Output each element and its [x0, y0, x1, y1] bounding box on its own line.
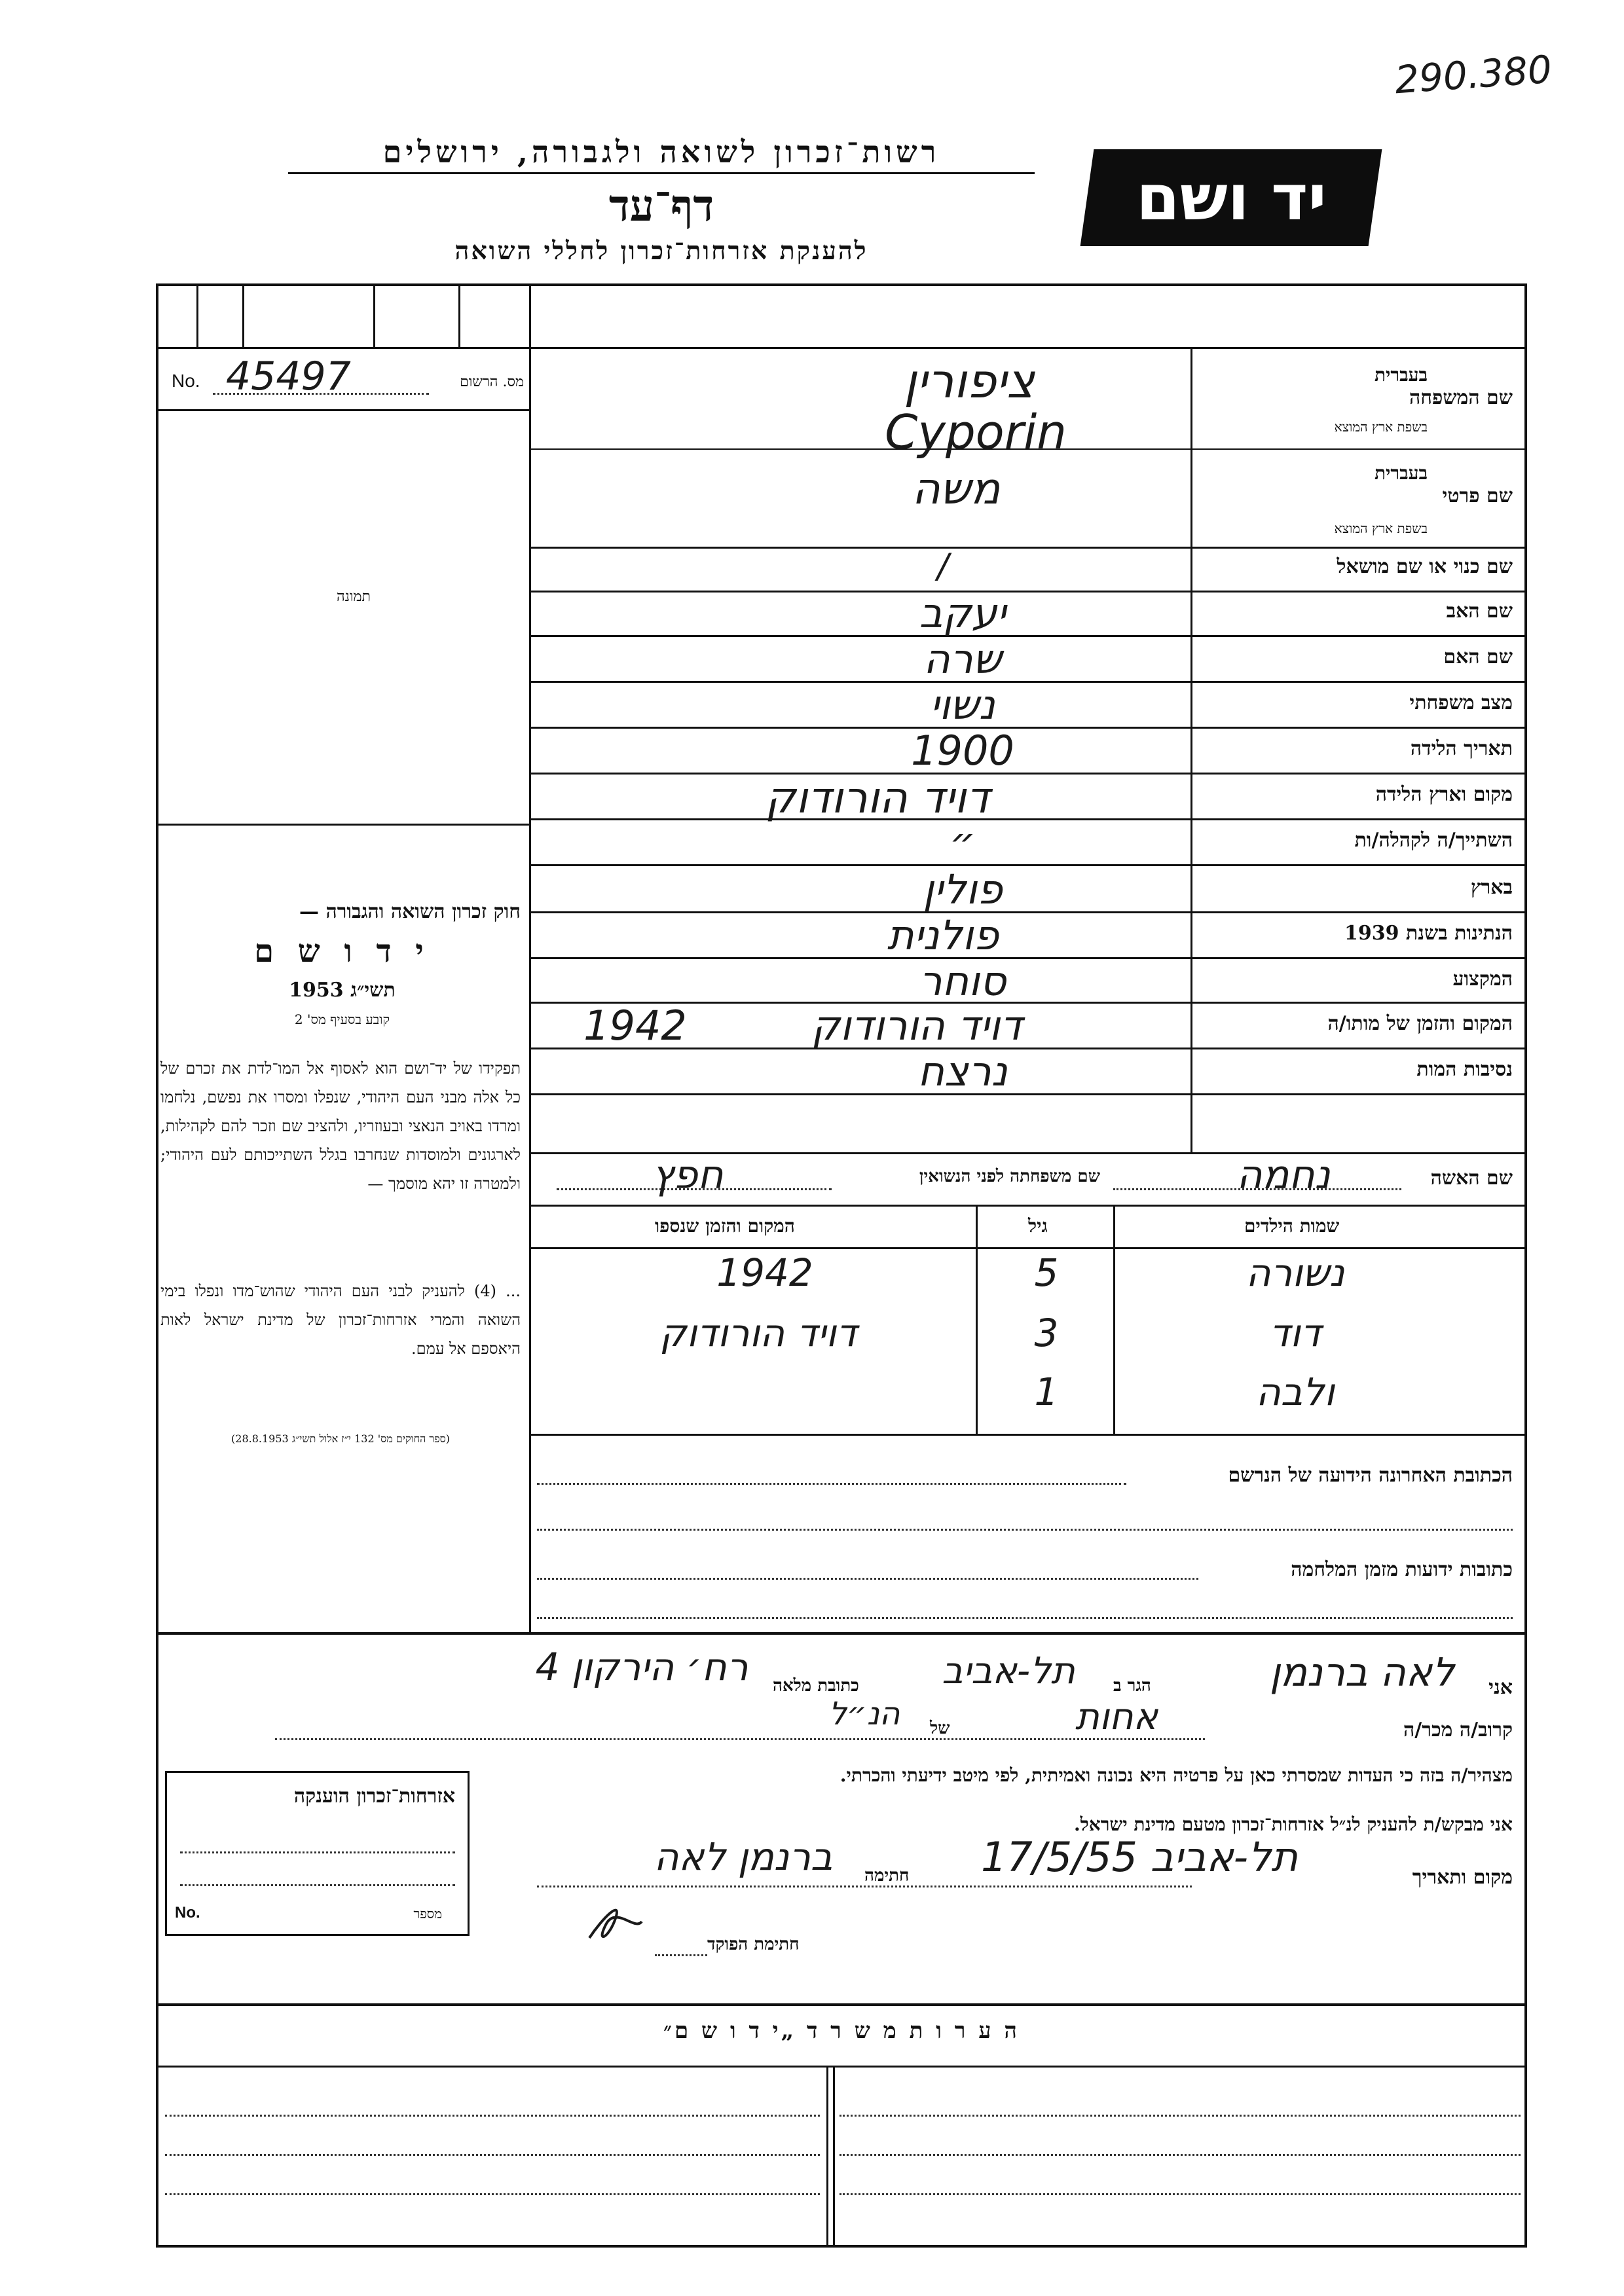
nickname-label: שם כנוי או שם מושאל — [1337, 555, 1513, 578]
death-cause-value: נרצח — [917, 1048, 1008, 1095]
declarant-name: לאה ברנמן — [1269, 1650, 1455, 1696]
child-place-time: 1942 — [716, 1250, 813, 1295]
mother-value: שרה — [923, 635, 1002, 683]
father-value: יעקב — [919, 589, 1006, 637]
yad-vashem-logo — [1080, 149, 1382, 246]
law-year: תשי״ג 1953 — [289, 979, 396, 1002]
photo-label: תמונה — [337, 589, 371, 605]
community-label: השתייך/ה לקהלה/ות — [1354, 829, 1513, 852]
registry-label: מס. הרשום — [460, 374, 524, 390]
marital-label: מצב משפחתי — [1409, 691, 1513, 714]
first-name-label: שם פרטי — [1442, 484, 1513, 507]
declaration-statement-1: מצהיר/ה בזה כי העדות שמסרתי כאן על פרטיה היא נכונה ואמיתית, לפי מיטב ידיעתי והכרתי. — [840, 1764, 1513, 1786]
declarant-signature: ברנמן לאה — [654, 1834, 833, 1879]
nickname-value: / — [937, 547, 949, 586]
family-name-origin-value: Cyporin — [885, 405, 1067, 460]
death-place-value: דויד הורודוק — [811, 1002, 1023, 1049]
father-label: שם האב — [1446, 600, 1513, 623]
wife-value: נחמה — [1236, 1152, 1331, 1198]
last-address-label: הכתובת האחרונה הידועה של הנרשם — [1228, 1464, 1513, 1487]
birthplace-value: דויד הורודוק — [765, 773, 990, 823]
death-year-value: 1942 — [583, 1002, 687, 1049]
office-notes-title: ה ע ר ו ת מ ש ר ד „י ד ו ש ם״ — [663, 2018, 1020, 2044]
table-row — [529, 1250, 1527, 1309]
citizenship-1939-label: הנתינות בשנת 1939 — [1344, 922, 1513, 945]
family-name-hebrew-value: ציפורין — [904, 354, 1035, 409]
mother-label: שם האם — [1443, 646, 1513, 668]
official-signature-label: חתימת הפוקד — [707, 1935, 800, 1954]
law-name: י ד ו ש ם — [254, 933, 430, 970]
law-clause: קובע בסעיף מס' 2 — [294, 1011, 390, 1027]
occupation-label: המקצוע — [1452, 968, 1513, 991]
official-signature-mark — [576, 1892, 648, 1951]
declaration-statement-2: אני מבקש/ת להעניק לנ״ל אזרחות־זכרון מטעם מדינת ישראל. — [1073, 1813, 1513, 1835]
child-age: 1 — [1034, 1370, 1059, 1414]
law-text-1: תפקידו של יד־ושם הוא לאסוף אל המו־לדת את זכרם של כל אלה מבני העם היהודי, שנפלו ומסרו את נפשם, נלחמו ומרדו באויב הנאצי ובעוזריו, ולהציב שם וזכר להם לקהילות, לארגונים ולמוסדות שנחרבו בגלל השתייכותם לעם היהודי; ולמטרה זו יהא מוסמך — — [160, 1059, 521, 1193]
law-text-2: ... (4) להעניק לבני העם היהודי שהוש־מדו ונפלו בימי השואה והמרי אזרחות־זכרון של מדינת ישראל לאות היאספם אל עמם. — [160, 1282, 521, 1358]
first-name-hebrew-value: משה — [912, 464, 1001, 514]
law-title: חוק זכרון השואה והגבורה — — [299, 900, 521, 923]
resides-label: הגר ב — [1113, 1676, 1151, 1696]
form-title: דף־עד — [608, 180, 714, 231]
children-place-header: המקום והזמן שנספו — [655, 1215, 795, 1237]
child-age: 3 — [1034, 1311, 1059, 1355]
first-name-hebrew-label: בעברית — [1374, 462, 1428, 484]
place-date-label: מקום ותאריך — [1412, 1866, 1513, 1889]
children-rows — [529, 1250, 1527, 1434]
relation-value: אחות — [1075, 1696, 1158, 1738]
country-label: בארץ — [1470, 876, 1513, 899]
relative-label: קרוב/ה מכר/ה — [1403, 1719, 1513, 1741]
registry-no-label: No. — [172, 371, 200, 391]
country-value: פולין — [923, 866, 1003, 913]
community-value: ״ — [950, 818, 976, 866]
birthplace-label: מקום וארץ הלידה — [1375, 783, 1513, 806]
citizenship-granted-title: אזרחות־זכרון הוענקה — [293, 1785, 455, 1808]
registry-number: 45497 — [226, 354, 351, 399]
place-date-value: תל-אביב 17/5/55 — [980, 1833, 1299, 1881]
table-row — [529, 1370, 1527, 1429]
child-age: 5 — [1034, 1250, 1059, 1295]
first-name-origin-label: בשפת ארץ המוצא — [1334, 520, 1428, 536]
marital-value: נשוי — [930, 681, 995, 729]
wife-label: שם האשה — [1430, 1167, 1513, 1190]
birthdate-label: תאריך הלידה — [1410, 737, 1513, 760]
death-cause-label: נסיבות המות — [1416, 1058, 1513, 1081]
form-subtitle: להענקת אזרחות־זכרון לחללי השואה — [454, 236, 868, 265]
child-name: ולבה — [1255, 1370, 1335, 1414]
citizenship-granted-box — [165, 1771, 470, 1936]
occupation-value: סוחר — [919, 957, 1006, 1005]
declarant-address: רח׳ הירקון 4 — [535, 1645, 748, 1689]
full-address-label: כתובת מלאה — [773, 1676, 859, 1696]
logo-text: יד ושם — [1135, 161, 1327, 234]
family-name-label: שם המשפחה — [1409, 386, 1513, 409]
citizenship-number-label: מספר — [413, 1906, 442, 1922]
table-row — [529, 1311, 1527, 1370]
declarant-city: תל-אביב — [942, 1650, 1075, 1692]
authority-line: רשות־זכרון לשואה ולגבורה, ירושלים — [288, 134, 1035, 174]
family-name-origin-label: בשפת ארץ המוצא — [1334, 419, 1428, 435]
child-name: נשורה — [1246, 1250, 1345, 1295]
child-place-time: דויד הורודוק — [659, 1311, 857, 1355]
family-name-hebrew-label: בעברית — [1374, 364, 1428, 386]
children-age-header: גיל — [1028, 1215, 1048, 1237]
maiden-name-label: שם משפחתה לפני הנשואין — [919, 1167, 1100, 1186]
birthdate-value: 1900 — [911, 727, 1014, 774]
of-value: הנ״ל — [828, 1696, 900, 1732]
of-label: של — [930, 1719, 950, 1738]
child-name: דוד — [1269, 1311, 1321, 1355]
declaration-i-label: אני — [1488, 1676, 1513, 1699]
signature-label: חתימה — [864, 1866, 910, 1886]
children-names-header: שמות הילדים — [1244, 1215, 1340, 1237]
maiden-name-value: חפץ — [652, 1152, 724, 1198]
citizenship-no-label: No. — [175, 1904, 200, 1922]
wartime-address-label: כתובות ידועות מזמן המלחמה — [1291, 1558, 1513, 1581]
law-source: (ספר החוקים מס' 132 י״ז אלול תשי״ג 28.8.1953) — [231, 1432, 450, 1445]
archive-number: 290.380 — [1393, 46, 1553, 103]
citizenship-1939-value: פולנית — [887, 911, 999, 959]
death-place-label: המקום והזמן של מותו/ה — [1327, 1012, 1513, 1035]
